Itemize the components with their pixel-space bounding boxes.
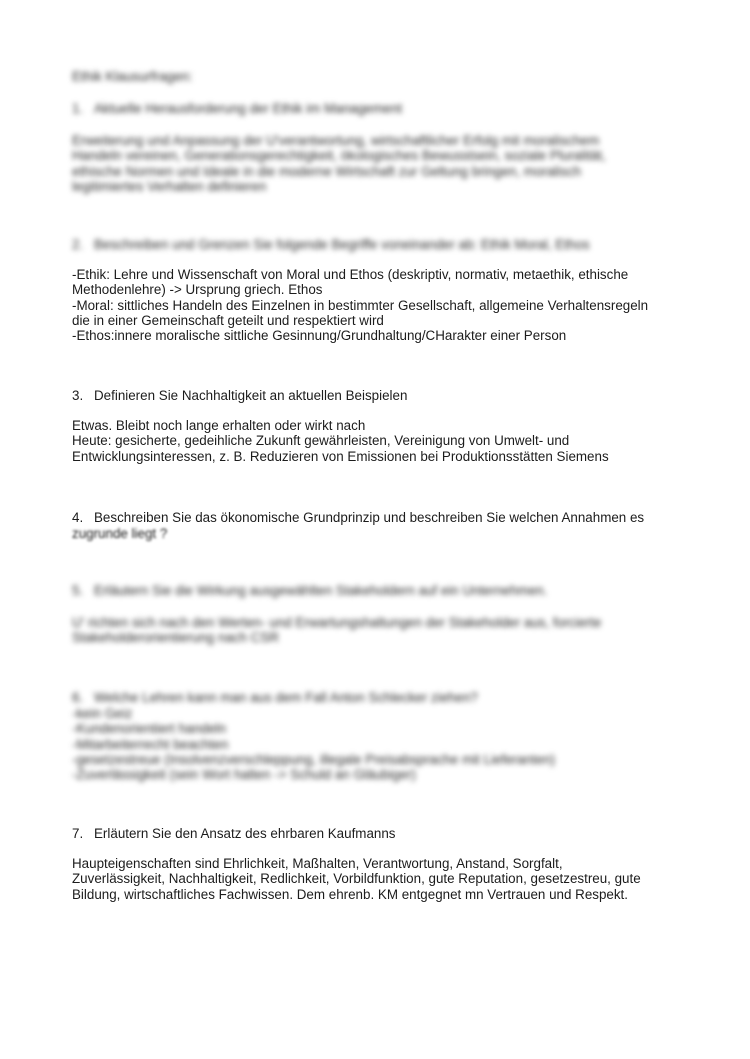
question-3-heading: [72, 388, 682, 403]
answer-line: -Kundenorientiert handeln: [72, 721, 227, 737]
question-3-answer: [72, 418, 682, 464]
question-7-heading: [72, 826, 682, 841]
question-3-number: 3.: [72, 388, 84, 403]
question-5-answer: [72, 615, 682, 646]
answer-line: Zuverlässigkeit, Nachhaltigkeit, Redlichkeit, Vorbildfunktion, gute Reputation, gesetzestreu, gute: [72, 871, 641, 887]
question-5-heading: [72, 583, 682, 598]
answer-line: -Moral: sittliches Handeln des Einzelnen in bestimmter Gesellschaft, allgemeine Verhaltensregeln: [72, 297, 649, 313]
answer-line: die in einer Gemeinschaft geteilt und respektiert wird: [72, 312, 384, 328]
answer-line: Bildung, wirtschaftliches Fachwissen. Dem ehrenb. KM entgegnet mn Vertrauen und Respekt.: [72, 886, 628, 902]
question-7-number: 7.: [72, 826, 84, 841]
document-title-text: Ethik Klausurfragen:: [72, 69, 193, 84]
question-4-number: 4.: [72, 510, 84, 525]
answer-line: -Ethos:innere moralische sittliche Gesinnung/Grundhaltung/CHarakter einer Person: [72, 328, 567, 344]
question-1-heading-text: Aktuelle Herausforderung der Ethik im Management: [94, 101, 403, 116]
question-4-heading-continued: [72, 526, 682, 541]
answer-line: Entwicklungsinteressen, z. B. Reduzieren von Emissionen bei Produktionsstätten Siemens: [72, 448, 609, 464]
question-2-heading: [72, 237, 682, 252]
answer-line: -gesetzestreue (Insolvenzverschleppung, illegale Preisabsprache mit Lieferanten): [72, 751, 556, 767]
answer-line: ethische Normen und Ideale in die moderne Wirtschaft zur Geltung bringen, moralisch: [72, 163, 582, 179]
answer-line: Handeln vereinen, Generationsgerechtigkeit, ökologisches Bewusstsein, soziale Pluralität,: [72, 148, 606, 164]
question-2-answer: [72, 267, 682, 343]
question-7-answer: [72, 856, 682, 902]
question-6-heading-text: Welche Lehren kann man aus dem Fall Anton Schlecker ziehen?: [94, 690, 478, 705]
question-2-heading-text: Beschreiben und Grenzen Sie folgende Begriffe voneinander ab: Ethik Moral, Ethos: [94, 237, 590, 252]
answer-line: Stakeholderorientierung nach CSR: [72, 630, 279, 646]
question-4-heading-text: Beschreiben Sie das ökonomische Grundprinzip und beschreiben Sie welchen Annahmen es: [94, 510, 645, 525]
question-6-number: 6.: [72, 690, 84, 705]
answer-line: -Ethik: Lehre und Wissenschaft von Moral und Ethos (deskriptiv, normativ, metaethik, ethische: [72, 267, 629, 282]
question-4-heading: [72, 510, 682, 525]
question-1-number: 1.: [72, 101, 84, 116]
answer-line: -kein Geiz: [72, 706, 133, 721]
answer-line: Methodenlehre) -> Ursprung griech. Ethos: [72, 282, 323, 298]
question-3-heading-text: Definieren Sie Nachhaltigkeit an aktuellen Beispielen: [94, 388, 408, 403]
question-7-heading-text: Erläutern Sie den Ansatz des ehrbaren Kaufmanns: [94, 826, 396, 841]
document-title: [72, 69, 682, 84]
question-4-heading-text-2: zugrunde liegt ?: [72, 526, 168, 541]
answer-line: legitimiertes Verhalten definieren: [72, 178, 267, 194]
answer-line: Heute: gesicherte, gedeihliche Zukunft gewährleisten, Vereinigung von Umwelt- und: [72, 433, 570, 449]
question-6-answer: [72, 706, 682, 782]
question-1-answer: [72, 133, 682, 194]
answer-line: -Zuverlässigkeit (sein Wort halten -> Schuld an Gläubiger): [72, 767, 416, 783]
question-2-number: 2.: [72, 237, 84, 252]
question-5-number: 5.: [72, 583, 84, 598]
answer-line: Haupteigenschaften sind Ehrlichkeit, Maßhalten, Verantwortung, Anstand, Sorgfalt,: [72, 856, 563, 871]
answer-line: -Mitarbeiterrecht beachten: [72, 736, 229, 752]
answer-line: U' richten sich nach den Werten- und Erwartungshaltungen der Stakeholder aus, forcierte: [72, 615, 602, 630]
question-5-heading-text: Erläutern Sie die Wirkung ausgewählten Stakeholdern auf ein Unternehmen.: [94, 583, 548, 598]
question-6-heading: [72, 690, 682, 705]
answer-line: Etwas. Bleibt noch lange erhalten oder wirkt nach: [72, 418, 366, 433]
answer-line: Erweiterung und Anpassung der U'verantwortung, wirtschaftlicher Erfolg mit moralischem: [72, 133, 600, 148]
question-1-heading: [72, 101, 682, 116]
